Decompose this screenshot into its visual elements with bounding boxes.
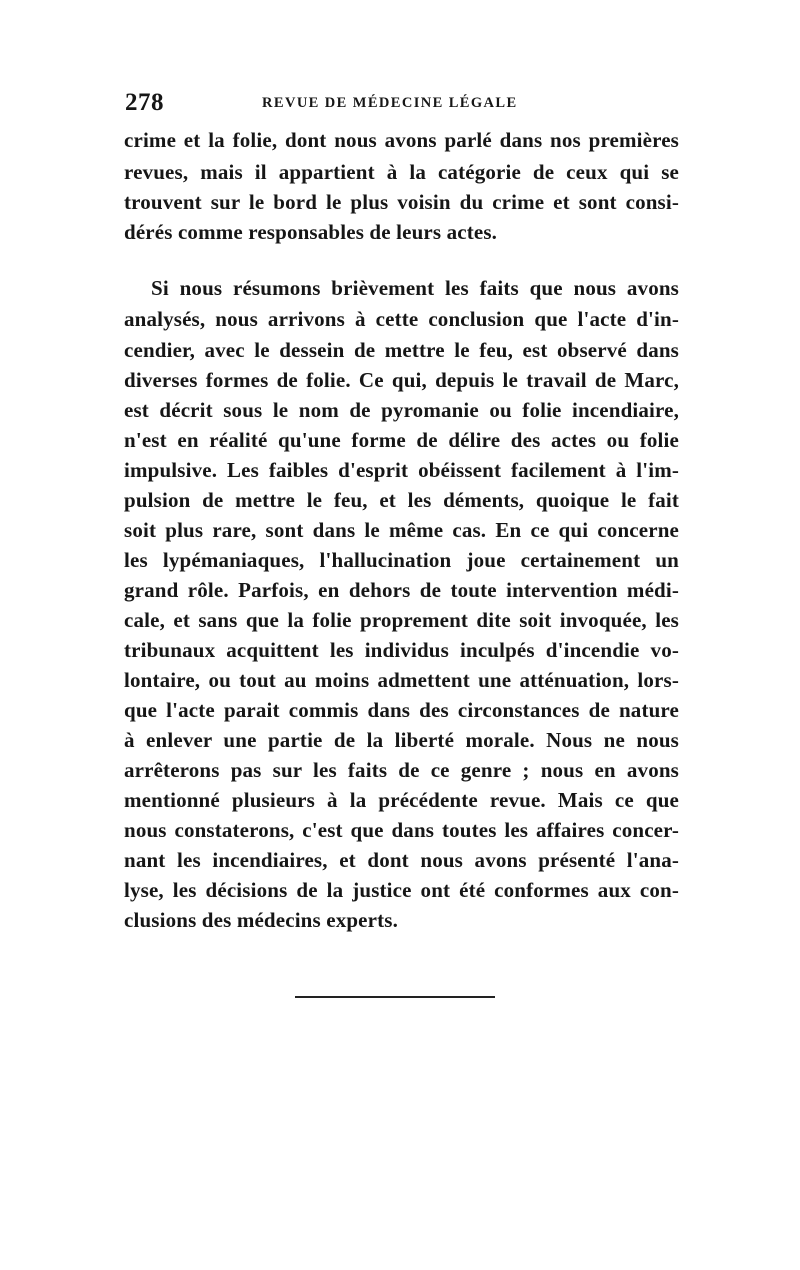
text-line: cendier, avec le dessein de mettre le feu, est observé dans [124,338,679,362]
text-line: impulsive. Les faibles d'esprit obéissent facilement à l'im- [124,458,679,482]
text-line: dérés comme responsables de leurs actes. [124,220,498,244]
text-line: diverses formes de folie. Ce qui, depuis le travail de Marc, [124,368,679,392]
section-divider-rule [295,996,495,998]
text-line: n'est en réalité qu'une forme de délire des actes ou folie [124,428,679,452]
text-line: trouvent sur le bord le plus voisin du crime et sont consi- [124,190,679,214]
text-line: nant les incendiaires, et dont nous avons présenté l'ana- [124,848,679,872]
text-line: pulsion de mettre le feu, et les déments, quoique le fait [124,488,679,512]
text-line: mentionné plusieurs à la précédente revue. Mais ce que [124,788,679,812]
text-line: lontaire, ou tout au moins admettent une atténuation, lors- [124,668,679,692]
page-header [125,88,685,118]
page-number: 278 [125,89,164,116]
text-line: analysés, nous arrivons à cette conclusion que l'acte d'in- [124,307,679,331]
text-line: est décrit sous le nom de pyromanie ou folie incendiaire, [124,398,679,422]
text-line: que l'acte parait commis dans des circonstances de nature [124,698,679,722]
text-line: à enlever une partie de la liberté morale. Nous ne nous [124,728,679,752]
text-line: arrêterons pas sur les faits de ce genre ; nous en avons [124,758,679,782]
text-line: lyse, les décisions de la justice ont été conformes aux con- [124,878,679,902]
text-line: tribunaux acquittent les individus inculpés d'incendie vo- [124,638,679,662]
text-line: cale, et sans que la folie proprement dite soit invoquée, les [124,608,679,632]
running-title: REVUE DE MÉDECINE LÉGALE [262,95,518,111]
text-line: crime et la folie, dont nous avons parlé dans nos premières [124,128,679,152]
text-line: les lypémaniaques, l'hallucination joue certainement un [124,548,679,572]
text-line: grand rôle. Parfois, en dehors de toute intervention médi- [124,578,679,602]
text-line: revues, mais il appartient à la catégorie de ceux qui se [124,160,679,184]
text-line: soit plus rare, sont dans le même cas. En ce qui concerne [124,518,679,542]
text-line: clusions des médecins experts. [124,908,398,932]
text-line: nous constaterons, c'est que dans toutes les affaires concer- [124,818,679,842]
text-line: Si nous résumons brièvement les faits que nous avons [151,276,679,300]
